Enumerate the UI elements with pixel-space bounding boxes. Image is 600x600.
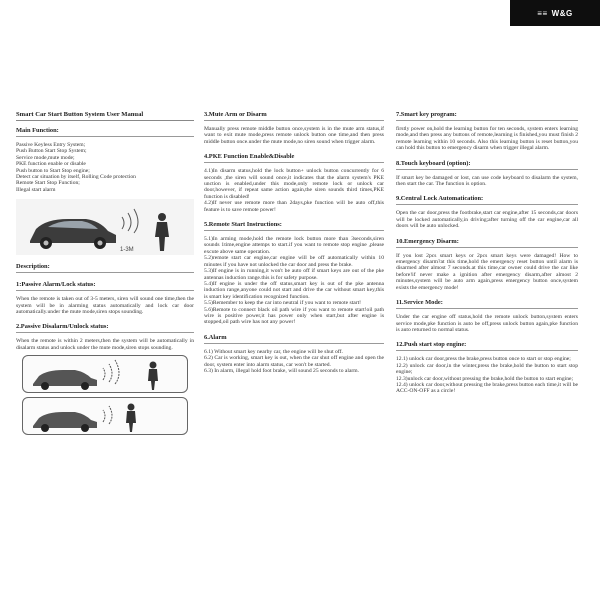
- description-heading: Description:: [16, 263, 194, 273]
- signal-waves-icon: [103, 360, 119, 384]
- car-lock-illustration: [23, 356, 187, 392]
- section-11-heading: 11.Service Mode:: [396, 299, 578, 309]
- lock-diagram: [22, 355, 188, 393]
- section-9-text: Open the car door,press the footbrake,start car engine,after 15 seconds,car doors will be locked automatically,in driving;after turning off the car engine,car all doors will be auto unlocked.: [396, 210, 578, 230]
- main-function-list: [16, 142, 194, 193]
- section-5-text: 5.1)In arming mode,hold the remote lock button more than 3seconds,siren sounds 1time,engine attemps to start.if you want to remote stop engine ,please excute above same operation. 5.2)remote start car engine,car engine will be off automatically within 10 minutes if you have not unlocked the car door and press the brake. 5.3)If engine is in running,it won't be auto off if smart keys are out of the pke antennas induction range.this is for safety purpose. 5.4)If engine is under the off status,smart key is out of the pke antenna induction range,anyone could not start and drive the car without smart key,this is smart key identification recognized function. 5.5)Remember to keep the car into neutral if you want to remote start! 5.6)Remote to connect black oil path wire if you want to remote start!oil path wire is positive power,it has power only when start,but after engine is stopped,oil path wire has not any power!: [204, 236, 384, 326]
- list-item: Remote Start Stop Function;: [16, 180, 80, 187]
- list-item: Push button to Start Stop engine;: [16, 167, 90, 174]
- section-3-heading: 3.Mute Arm or Disarm: [204, 111, 384, 121]
- column-1: [16, 108, 194, 528]
- section-8-heading: 8.Touch keyboard (option):: [396, 160, 578, 170]
- section-4-heading: 4.PKE Function Enable&Disable: [204, 153, 384, 163]
- list-item: Illegal start alarm: [16, 186, 56, 193]
- section-7-text: firstly power on,hold the learning button for ten seconds, system enters learning mode,and then press any buttons of remote,learning is finished,you must finish 2 remote learning within 10 seconds. Also this learning button is reset button,you can hold this button to emergency disarm when trigger illegal alarm.: [396, 126, 578, 152]
- signal-waves-icon: [122, 209, 138, 233]
- section-1-heading: 1:Passive Alarm/Lock status:: [16, 281, 194, 291]
- car-and-person-illustration: [16, 199, 194, 255]
- column-2: [204, 108, 384, 528]
- section-2-heading: 2.Passive Disalarm/Unlock status:: [16, 323, 194, 333]
- manual-sheet: [12, 108, 588, 528]
- section-6-heading: 6.Alarm: [204, 334, 384, 344]
- list-item: Service mode,mute mode;: [16, 154, 75, 161]
- section-2-text: When the remote is within 2 meters,then the system will be automatically in disalarm status and unlock under the mute mode,siren stops sounding.: [16, 338, 194, 351]
- section-12-heading: 12.Push start stop engine:: [396, 341, 578, 351]
- section-11-text: Under the car engine off status,hold the remote unlock button,system enters service mode,pke function is auto be off,press unlock button again,pke function is auto returned to normal status.: [396, 314, 578, 333]
- section-1-text: When the remote is taken out of 3-5 meters, siren will sound one time,then the system will be in alarming status automatically and lock car door automatically.under the mute mode,siren stops sounding.: [16, 296, 194, 316]
- person-icon: [155, 213, 169, 251]
- list-item: Passive Keyless Entry System;: [16, 142, 86, 148]
- section-9-heading: 9.Central Lock Automatication:: [396, 195, 578, 205]
- section-6-text: 6.1) Without smart key nearby car, the engine will be shut off. 6.2) Car is working, smart key is out, when the car shut off engine and open the door, system enter into alarm status, car won't be started. 6.3) In alarm, illegal hold foot brake, will sound 25 seconds to alarm.: [204, 348, 384, 374]
- car-range-illustration: [16, 199, 194, 255]
- person-icon: [126, 404, 136, 433]
- list-item: Detect car situation by itself, Rolling Code protection: [16, 174, 136, 181]
- list-item: Push Button Start Stop System;: [16, 148, 87, 155]
- car-unlock-illustration: [23, 398, 187, 434]
- wings-icon: ≡≡: [537, 8, 548, 18]
- manual-title: Smart Car Start Button System User Manual: [16, 108, 194, 121]
- brand-logo: [510, 0, 600, 26]
- unlock-diagram: [22, 397, 188, 435]
- section-8-text: If smart key be damaged or lost, can use code keyboard to disalarm the system, then start the car. The function is option.: [396, 174, 578, 188]
- distance-label: 1-3M: [120, 247, 134, 254]
- main-function-heading: Main Function:: [16, 127, 194, 137]
- section-10-text: If you lost 2pcs smart keys or 2pcs smart keys were damaged! How to emergency disarm?at this time,hold the emergency reset button until alarm is disarmed after almost 7 seconds.at this time,car owner could drive the car like before!if never make a ignition after emergency disarm,after almost 2 minutes,system will be auto arm again,press emergency button once,system exists the emergency mode!: [396, 252, 578, 291]
- section-7-heading: 7.Smart key program:: [396, 111, 578, 121]
- column-3: [396, 108, 578, 528]
- person-icon: [148, 362, 158, 391]
- brand-logo-text: W&G: [551, 8, 573, 18]
- section-5-heading: 5.Remote Start Instructions:: [204, 221, 384, 231]
- list-item: PKE function enable or disable: [16, 161, 86, 168]
- section-3-text: Manually press remote middle button once,system is in the mute arm status,if want to exit mute mode,press remote unlock button one time,and then press middle button once.under the mute mode,no siren sound when trigger alarm.: [204, 126, 384, 145]
- section-12-text: 12.1) unlock car door,press the brake,press button once to start or stop engine; 12.2) unlock car door,in the winter,press the brake,hold the button to start stop engine; 12.3)unlock car door,without pressing the brake,hold the button to start engine; 12.4) unlock car door,without pressing the brake,press button each time,it will be ACC-ON-OFF as a circle!: [396, 356, 578, 395]
- section-10-heading: 10.Emergency Disarm:: [396, 238, 578, 248]
- signal-waves-icon: [103, 406, 112, 424]
- section-4-text: 4.1)In disarm status,hold the lock button+ unlock button concurrently for 6 seconds ,the siren will sound once,it indicates that the alarm system's PKE unction is enabled,under this mode,only remote lock or unlock car door,however, if repeat same action again,the siren sounds third times,PKE function is disabled! 4.2)If never use remote more than 2days,pke function will be auto off,this feature is to save remote power!: [204, 168, 384, 213]
